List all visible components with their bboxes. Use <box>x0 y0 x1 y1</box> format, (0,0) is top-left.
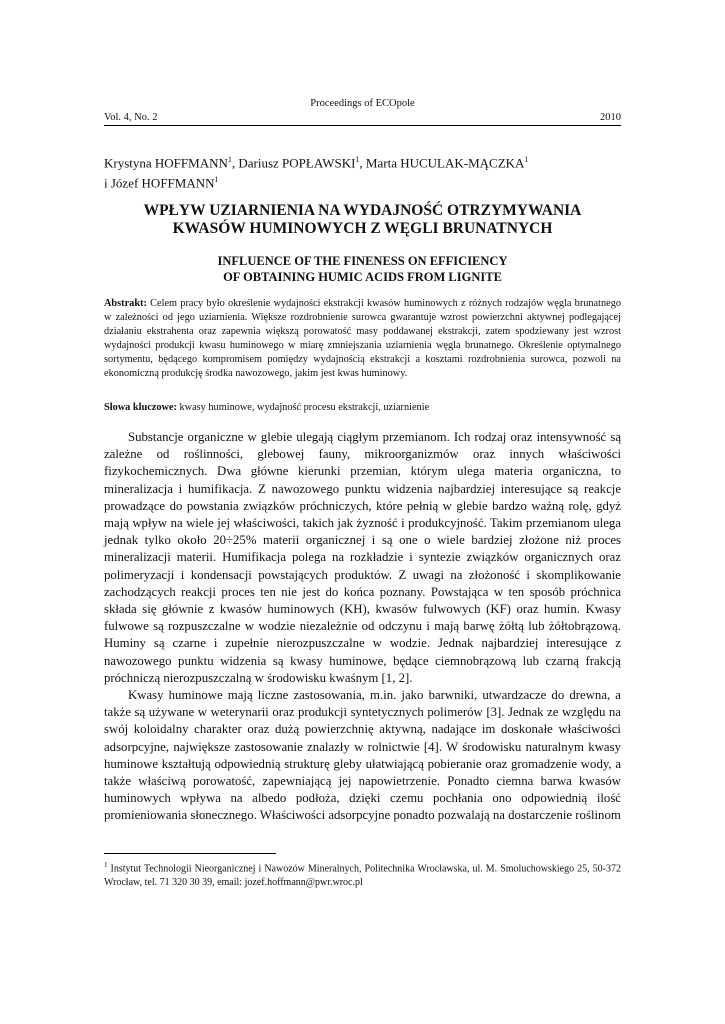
keywords-text: kwasy huminowe, wydajność procesu ekstrakcji, uziarnienie <box>176 402 430 413</box>
footnote-marker: 1 <box>104 861 108 869</box>
keywords-label: Słowa kluczowe: <box>104 402 177 413</box>
volume-row <box>104 112 621 126</box>
publication-year: 2010 <box>600 112 621 123</box>
abstract-text: Celem pracy było określenie wydajności ekstrakcji kwasów huminowych z różnych rodzajów węgla brunatnego w zależności od jego uziarnienia. Większe rozdrobnienie surowca gwarantuje wzrost powierzchni aktywnej podlegającej działaniu ekstrahenta oraz zapewnia większą porowatość masy poddawanej ekstrakcji, zatem spodziewany jest wzrost wydajności produkcji kwasu huminowego w miarę zmniejszania uziarnienia węgla brunatnego. Określenie optymalnego sortymentu, będącego kompromisem pomiędzy wydajnością ekstrakcji a kosztami rozdrobnienia surowca, pozwoli na ekonomiczną produkcję środka nawozowego, jakim jest kwas huminowy. <box>104 298 621 380</box>
author-3-affiliation: 1 <box>524 155 529 164</box>
title-polish-line-2: KWASÓW HUMINOWYCH Z WĘGLI BRUNATNYCH <box>172 220 553 237</box>
paper-page <box>104 0 621 1024</box>
title-polish-line-1: WPŁYW UZIARNIENIA NA WYDAJNOŚĆ OTRZYMYWANIA <box>143 202 582 219</box>
body-text <box>104 429 621 825</box>
journal-name: Proceedings of ECOpole <box>310 98 415 109</box>
footnote-rule <box>104 853 276 854</box>
author-3: , Marta HUCULAK-MĄCZKA <box>359 155 525 171</box>
volume-number: Vol. 4, No. 2 <box>104 112 158 123</box>
abstract <box>104 297 621 382</box>
author-1-affiliation: 1 <box>227 155 232 164</box>
authors <box>104 151 621 192</box>
body-paragraph-2: Kwasy huminowe mają liczne zastosowania, m.in. jako barwniki, utwardzacze do drewna, a także są używane w weterynarii oraz produkcji syntetycznych polimerów [3]. Jednak ze względu na swój koloidalny charakter oraz dużą powierzchnię aktywną, nadające im doskonałe właściwości adsorpcyjne, największe zastosowanie znalazły w rolnictwie [4]. W środowisku naturalnym kwasy huminowe kształtują odpowiednią strukturę gleby ułatwiającą pobieranie oraz gromadzenie wody, a także właściwą porowatość, zapewniającą jej napowietrzenie. Ponadto ciemna barwa kwasów huminowych wpływa na albedo podłoża, dzięki czemu pochłania ono odpowiednią ilość promieniowania słonecznego. Właściwości adsorpcyjne ponadto pozwalają na dostarczenie roślinom <box>104 688 621 823</box>
author-4: i Józef HOFFMANN <box>104 175 215 191</box>
author-1: Krystyna HOFFMANN <box>104 155 228 171</box>
author-2-affiliation: 1 <box>355 155 360 164</box>
title-english-line-1: INFLUENCE OF THE FINENESS ON EFFICIENCY <box>217 254 508 268</box>
footnote <box>104 858 621 890</box>
author-4-affiliation: 1 <box>214 175 219 185</box>
body-paragraph-1: Substancje organiczne w glebie ulegają ciągłym przemianom. Ich rodzaj oraz intensywność są zależne od roślinności, glebowej fauny, mikroorganizmów oraz innych właściwości fizykochemicznych. Dwa główne kierunki przemian, którym ulega materia organiczna, to mineralizacja i humifikacja. Z nawozowego punktu widzenia najbardziej interesujące są reakcje prowadzące do powstania związków próchniczych, które pełnią w glebie bardzo ważną rolę, gdyż mają wpływ na wiele jej właściwości, takich jak żyzność i produkcyjność. Takim przemianom ulega jednak tylko około 20÷25% materii organicznej i są one o wiele bardziej złożone niż proces mineralizacji materii. Humifikacja polega na rozkładzie i syntezie związków organicznych oraz polimeryzacji i kondensacji powstających produktów. Z uwagi na złożoność i skomplikowanie zachodzących reakcji proces ten nie jest do końca poznany. Powstająca w ten sposób próchnica składa się głównie z kwasów huminowych (KH), kwasów fulwowych (KF) oraz humin. Kwasy fulwowe są rozpuszczalne w wodzie niezależnie od odczynu i mają barwę żółtą lub żółtobrązową. Huminy są czarne i zupełnie nierozpuszczalne w wodzie. Jednak najbardziej interesujące z nawozowego punktu widzenia są kwasy huminowe, będące ciemnobrązową lub czarną frakcją próchniczą nierozpuszczalną w środowisku kwaśnym [1, 2]. <box>104 430 621 685</box>
author-2: , Dariusz POPŁAWSKI <box>231 155 356 171</box>
title-english <box>104 253 621 285</box>
title-polish <box>104 202 621 238</box>
footnote-text: Instytut Technologii Nieorganicznej i Nawozów Mineralnych, Politechnika Wrocławska, ul. M. Smoluchowskiego 25, 50-372 Wrocław, tel. 71 320 30 39, email: jozef.hoffmann@pwr.wroc.pl <box>104 863 621 889</box>
keywords <box>104 402 621 413</box>
abstract-label: Abstrakt: <box>104 298 147 309</box>
title-english-line-2: OF OBTAINING HUMIC ACIDS FROM LIGNITE <box>223 270 502 284</box>
